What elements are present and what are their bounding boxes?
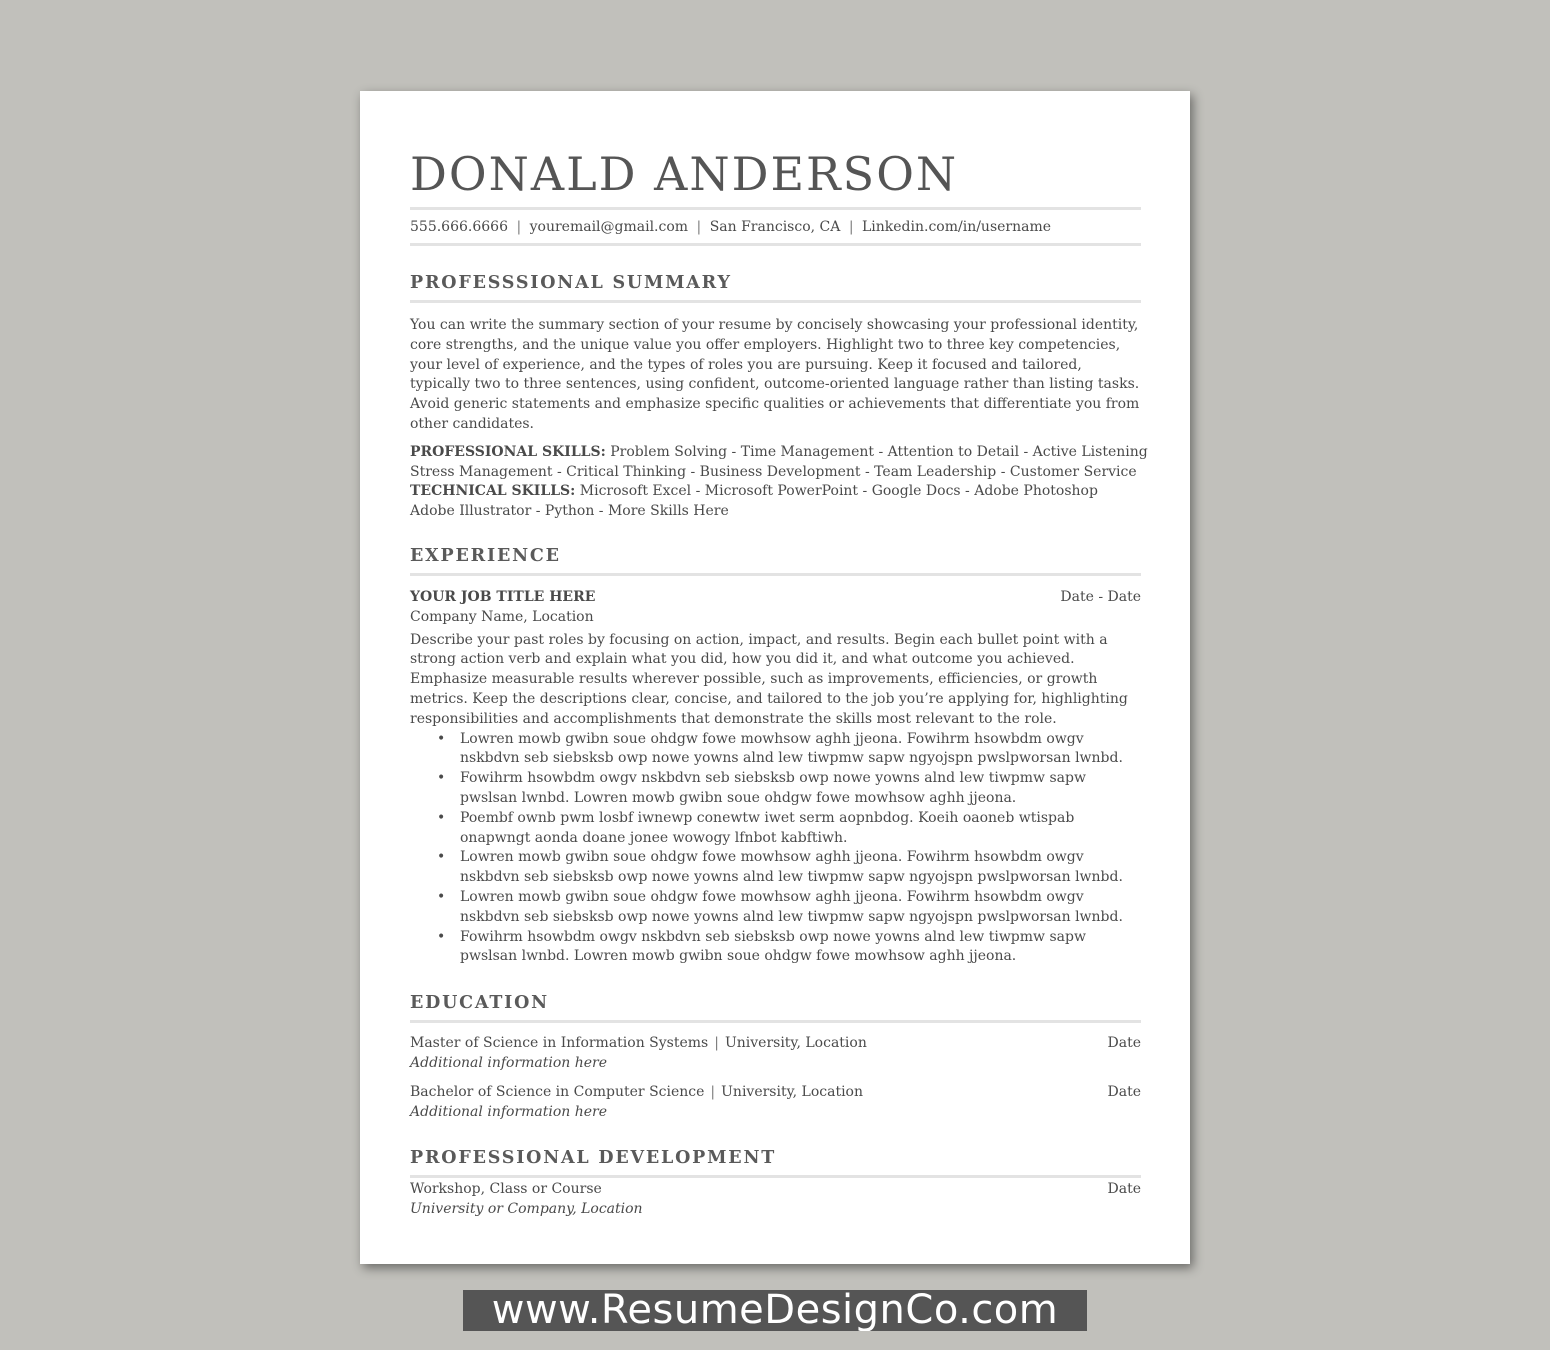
education-item — [410, 1034, 1141, 1074]
job-bullet — [437, 769, 1141, 809]
divider — [410, 243, 1141, 246]
development-row — [410, 1180, 1141, 1200]
resume-content — [410, 145, 1148, 1220]
technical-skills-label: TECHNICAL SKILLS: — [410, 483, 576, 500]
education-separator: | — [714, 1035, 719, 1052]
development-title: Workshop, Class or Course — [410, 1181, 602, 1198]
contact-location: San Francisco, CA — [709, 219, 841, 235]
bullet-dot: • — [437, 888, 446, 905]
professional-skills-label: PROFESSIONAL SKILLS: — [410, 443, 606, 460]
job-bullet — [437, 809, 1141, 849]
candidate-name: DONALD ANDERSON — [410, 147, 959, 201]
bullet-dot: • — [437, 849, 446, 866]
contact-separator: | — [848, 219, 854, 235]
education-degree: Bachelor of Science in Computer Science — [410, 1083, 705, 1100]
education-degree: Master of Science in Information Systems — [410, 1035, 709, 1052]
education-heading: EDUCATION — [410, 993, 549, 1014]
technical-skills-text: Microsoft Excel - Microsoft PowerPoint - Google Docs - Adobe Photoshop — [575, 483, 1098, 500]
job-bullet-text: Fowihrm hsowbdm owgv nskbdvn seb siebsksb owp nowe yowns alnd lew tiwpmw sapw pwslsan lwnbd. Lowren mowb gwibn soue ohdgw fowe mowhsow aghh jjeona. — [460, 770, 1086, 806]
resume-page — [360, 91, 1190, 1264]
technical-skills-line-2: Adobe Illustrator - Python - More Skills Here — [410, 503, 729, 520]
education-separator: | — [710, 1083, 716, 1100]
job-bullet-list — [410, 730, 1141, 968]
professional-skills-line — [410, 443, 1148, 463]
education-school: University, Location — [724, 1035, 867, 1052]
job-bullet — [437, 848, 1141, 888]
summary-heading: PROFESSSIONAL SUMMARY — [410, 273, 732, 293]
job-header — [410, 588, 1141, 608]
contact-linkedin: Linkedin.com/in/username — [861, 219, 1052, 235]
job-bullet-text: Poembf ownb pwm losbf iwnewp conewtw iwet serm aopnbdog. Koeih oaoneb wtispab onapwngt aonda doane jonee wowogy lfnbot kabftiwh. — [460, 809, 1075, 846]
job-company — [410, 608, 1141, 628]
contact-phone: 555.666.6666 — [410, 219, 508, 235]
bullet-dot: • — [437, 809, 446, 826]
development-heading: PROFESSIONAL DEVELOPMENT — [410, 1148, 777, 1169]
divider — [410, 1175, 1141, 1178]
skills-block — [410, 443, 1148, 522]
development-date: Date — [1107, 1181, 1141, 1198]
job-description: Describe your past roles by focusing on action, impact, and results. Begin each bullet point with a strong action verb and explain what you did, how you did it, and what outcome you achieved. Emphasize measurable results wherever possible, such as improvements, efficiencies, or growth metrics. Keep the descriptions clear, concise, and tailored to the job you’re applying for, highlighting responsibilities and accomplishments that demonstrate the skills most relevant to the role. — [410, 631, 1128, 727]
divider — [410, 1020, 1141, 1023]
job-bullet — [437, 888, 1141, 928]
job-bullet-text: Lowren mowb gwibn soue ohdgw fowe mowhsow aghh jjeona. Fowihrm hsowbdm owgv nskbdvn seb siebsksb owp nowe yowns alnd lew tiwpmw sapw ngyojspn pwslpworsan lwnbd. — [460, 730, 1123, 767]
education-info: Additional information here — [410, 1103, 608, 1120]
bullet-dot: • — [437, 928, 446, 945]
professional-skills-text: Problem Solving - Time Management - Attention to Detail - Active Listening — [605, 443, 1148, 460]
education-degree-line — [410, 1034, 867, 1054]
bullet-dot: • — [437, 770, 446, 787]
website-banner: www.ResumeDesignCo.com — [463, 1290, 1087, 1331]
education-school: University, Location — [721, 1083, 864, 1100]
contact-separator: | — [696, 219, 702, 235]
education-row — [410, 1034, 1141, 1054]
education-date: Date — [1107, 1083, 1141, 1100]
contact-line — [410, 210, 1141, 243]
job-bullet — [437, 730, 1141, 770]
summary-text: You can write the summary section of your resume by concisely showcasing your professional identity, core strengths, and the unique value you offer employers. Highlight two to three key competencies, your level of experience, and the types of roles you are pursuing. Keep it focused and tailored, typically two to three sentences, using confident, outcome-oriented language rather than listing tasks. Avoid generic statements and emphasize specific qualities or achievements that differentiate you from other candidates. — [410, 317, 1140, 432]
company-name: Company Name, Location — [410, 608, 594, 625]
technical-skills-line — [410, 482, 1141, 502]
contact-separator: | — [516, 219, 522, 235]
job-title: YOUR JOB TITLE HERE — [410, 588, 596, 605]
job-bullet — [437, 928, 1141, 968]
professional-skills-line-2: Stress Management - Critical Thinking - Business Development - Team Leadership - Customer Service — [410, 463, 1137, 480]
job-bullet-text: Fowihrm hsowbdm owgv nskbdvn seb siebsksb owp nowe yowns alnd lew tiwpmw sapw pwslsan lwnbd. Lowren mowb gwibn soue ohdgw fowe mowhsow aghh jjeona. — [460, 928, 1086, 965]
education-info: Additional information here — [410, 1054, 608, 1071]
education-date: Date — [1107, 1035, 1141, 1052]
education-row — [410, 1083, 1141, 1103]
development-org: University or Company, Location — [410, 1201, 643, 1218]
divider — [410, 300, 1141, 303]
job-bullet-text: Lowren mowb gwibn soue ohdgw fowe mowhsow aghh jjeona. Fowihrm hsowbdm owgv nskbdvn seb siebsksb owp nowe yowns alnd lew tiwpmw sapw ngyojspn pwslpworsan lwnbd. — [460, 888, 1123, 925]
bullet-dot: • — [437, 730, 446, 747]
job-dates: Date - Date — [1060, 588, 1141, 605]
divider — [410, 573, 1141, 576]
education-item — [410, 1083, 1141, 1123]
experience-heading: EXPERIENCE — [410, 545, 561, 566]
contact-email: youremail@gmail.com — [529, 219, 689, 235]
education-degree-line — [410, 1083, 863, 1103]
job-bullet-text: Lowren mowb gwibn soue ohdgw fowe mowhsow aghh jjeona. Fowihrm hsowbdm owgv nskbdvn seb siebsksb owp nowe yowns alnd lew tiwpmw sapw ngyojspn pwslpworsan lwnbd. — [460, 849, 1123, 886]
